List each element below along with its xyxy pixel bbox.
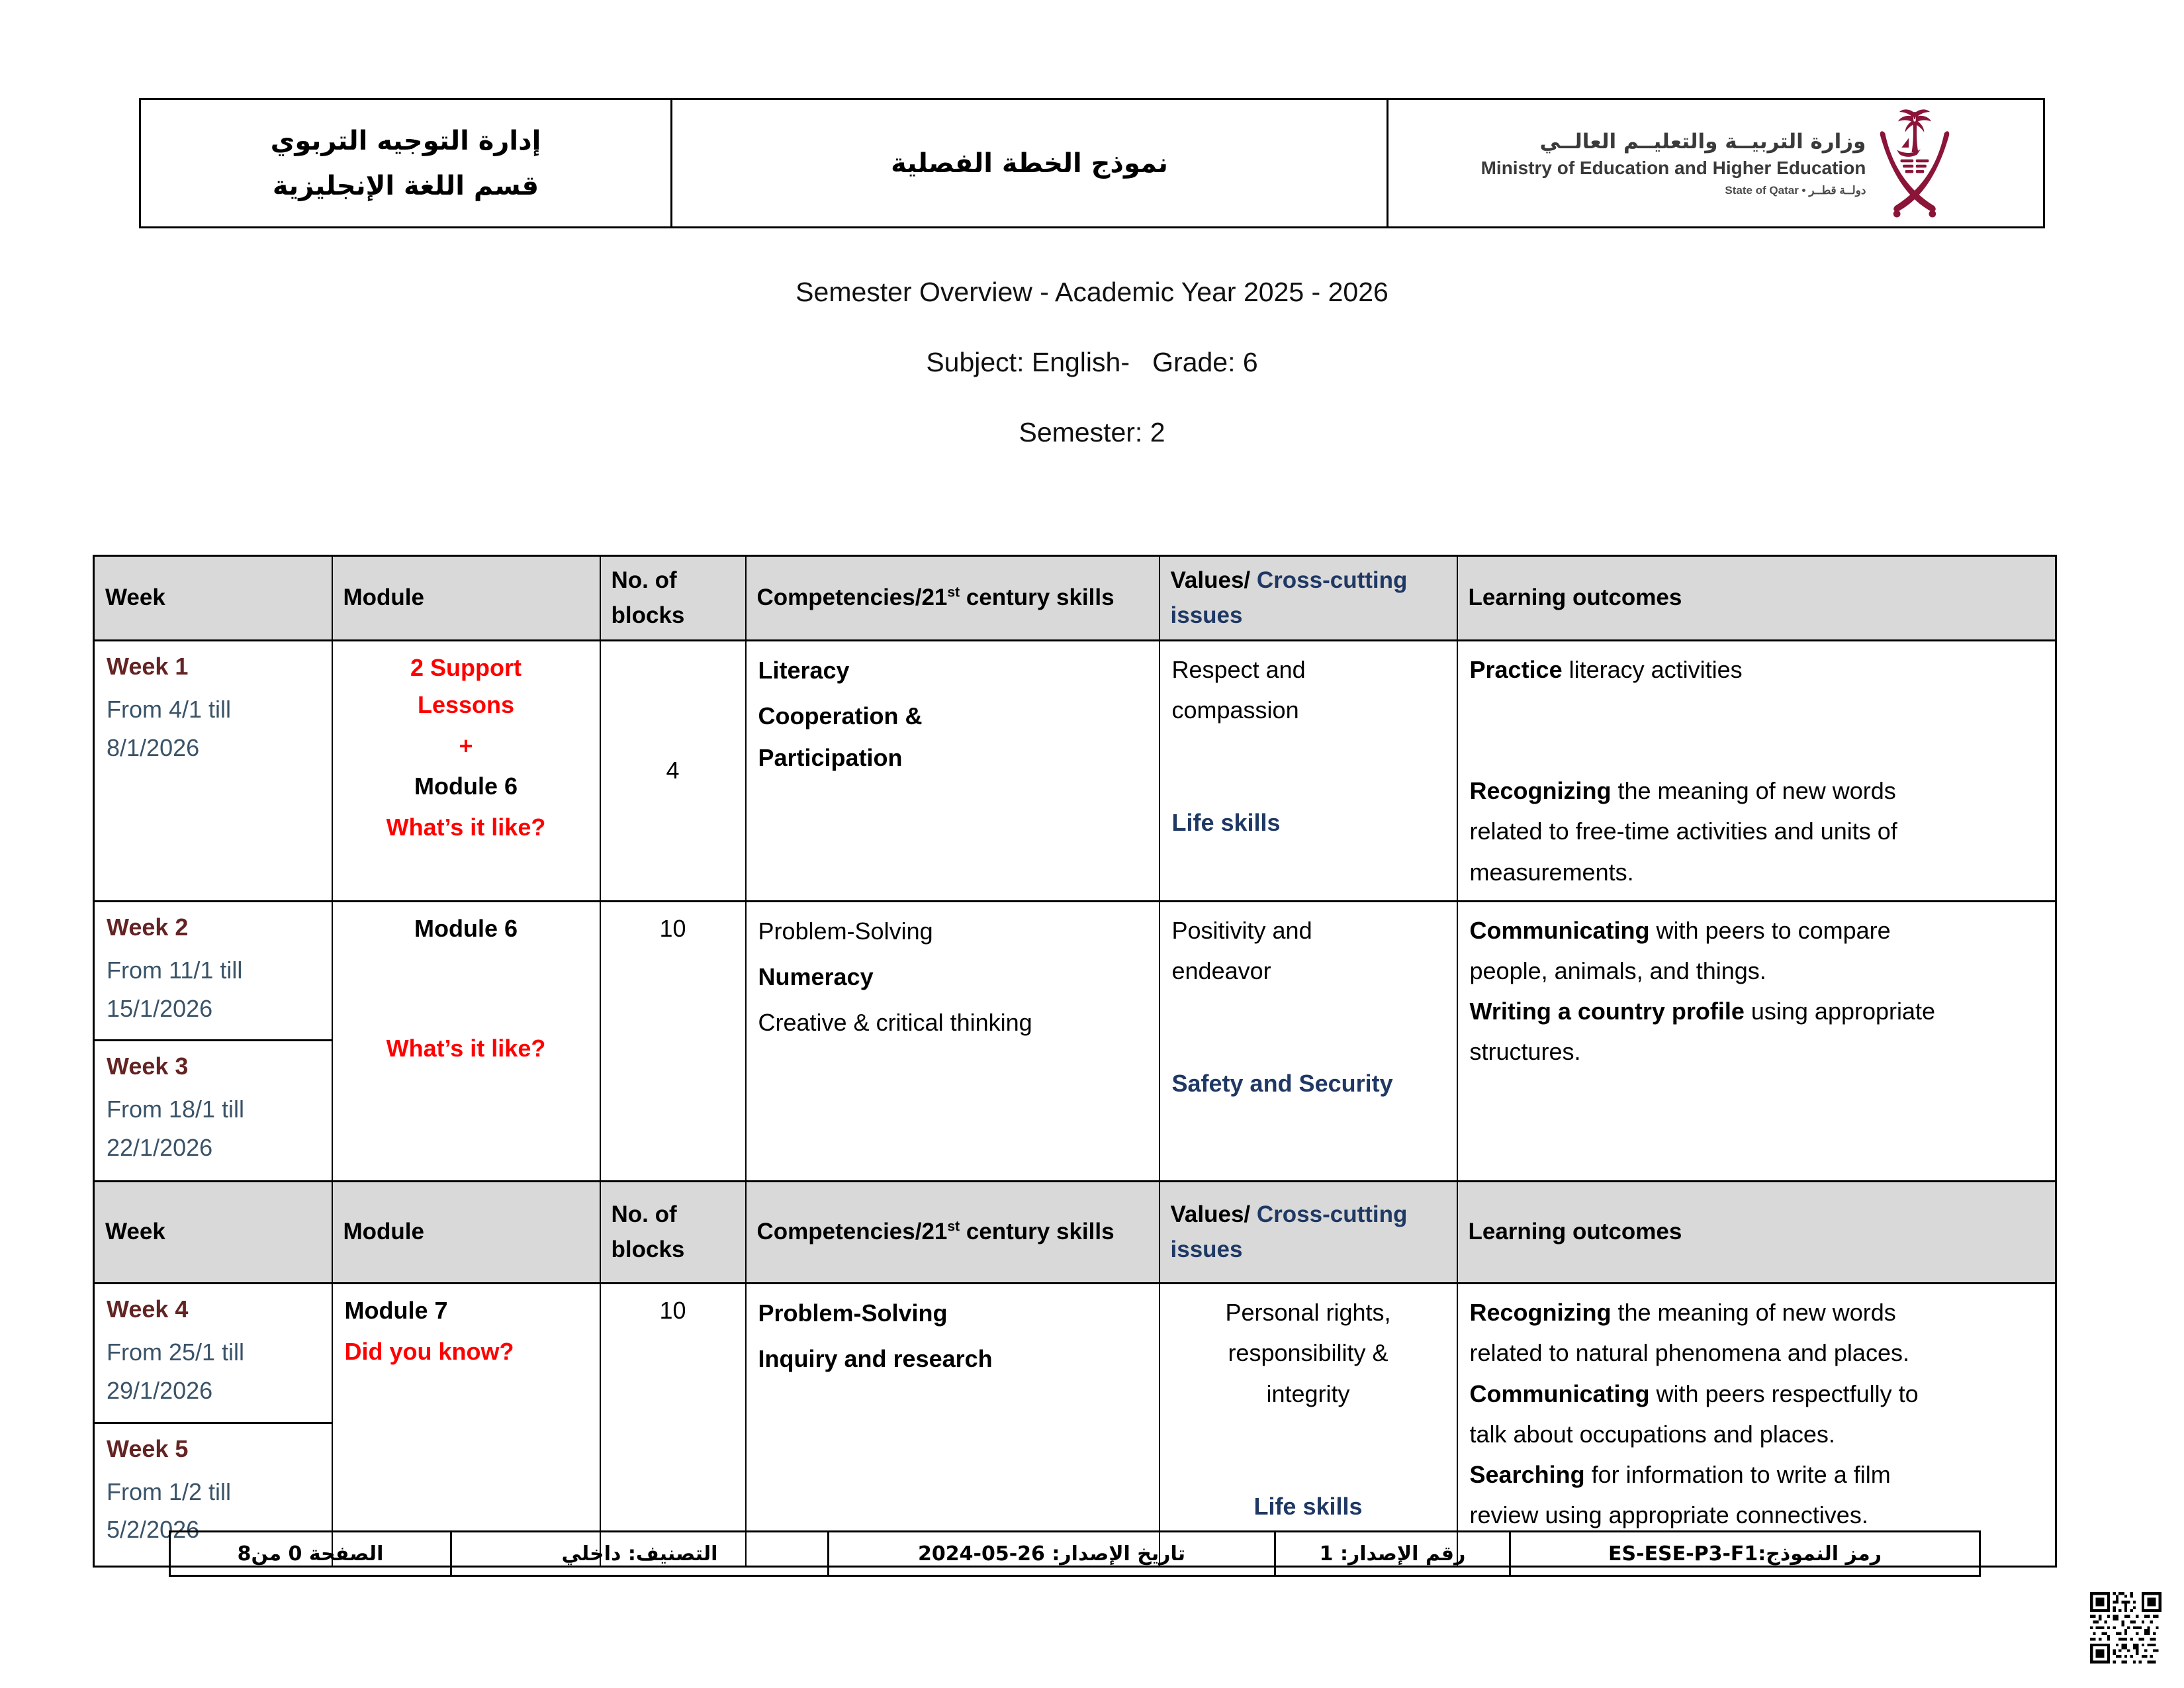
department-line1: إدارة التوجيه التربوي	[270, 125, 541, 156]
week-label: Week 1	[107, 653, 189, 680]
footer-classification: التصنيف: داخلي	[451, 1532, 829, 1576]
table-row-week2	[94, 901, 2056, 1040]
module-cell: 2 Support Lessons + Module 6 What’s it like?	[332, 641, 600, 902]
col-header-module: Module	[332, 1182, 600, 1284]
footer-form-code: رمز النموذج:ES-ESE-P3-F1	[1510, 1532, 1980, 1576]
col-header-module: Module	[332, 556, 600, 641]
competencies-cell: Literacy Cooperation & Participation	[746, 641, 1160, 902]
document-footer-table	[169, 1530, 1981, 1577]
doc-title-line: Semester Overview - Academic Year 2025 - 2026	[796, 277, 1388, 307]
ministry-logo-cell	[1387, 100, 2043, 226]
col-header-competencies: Competencies/21st century skills	[746, 1182, 1160, 1284]
week1-cell	[94, 641, 332, 902]
week-dates: From 25/1 till 29/1/2026	[107, 1338, 245, 1404]
semester-line: Semester: 2	[1019, 417, 1165, 447]
col-header-competencies: Competencies/21st century skills	[746, 556, 1160, 641]
table-row-week4	[94, 1284, 2056, 1423]
col-header-week: Week	[94, 1182, 332, 1284]
week-label: Week 3	[107, 1053, 189, 1080]
col-header-values: Values/ Cross-cutting issues	[1160, 1182, 1457, 1284]
module-cell: Module 6 What’s it like?	[332, 901, 600, 1181]
ministry-name-arabic: وزارة التربيــة والتعليــم العالــي	[1539, 129, 1866, 154]
department-line2: قسم اللغة الإنجليزية	[272, 170, 539, 201]
form-title: نموذج الخطة الفصلية	[891, 148, 1168, 179]
outcomes-cell: Practice literacy activities Recognizing the meaning of new words related to free-time activities and units of measurements.	[1457, 641, 2056, 902]
state-of-qatar-line: State of Qatar • دولــة قطــر	[1725, 183, 1866, 197]
week-dates: From 18/1 till 22/1/2026	[107, 1096, 245, 1161]
qatar-emblem-icon	[1879, 107, 1950, 220]
qr-code	[2090, 1592, 2161, 1664]
week-label: Week 4	[107, 1295, 189, 1323]
table-header-row-repeat	[94, 1182, 2056, 1284]
values-cell: Respect and compassion Life skills	[1160, 641, 1457, 902]
table-row-week1	[94, 641, 2056, 902]
footer-issue-date: تاريخ الإصدار: 26-05-2024	[829, 1532, 1275, 1576]
week-dates: From 1/2 till 5/2/2026	[107, 1477, 232, 1544]
values-cell: Personal rights, responsibility & integrity Life skills	[1160, 1284, 1457, 1566]
ministry-logo-text	[1481, 130, 1866, 197]
competencies-cell: Problem-Solving Numeracy Creative & critical thinking	[746, 901, 1160, 1181]
week-label: Week 5	[107, 1434, 189, 1462]
col-header-outcomes: Learning outcomes	[1457, 556, 2056, 641]
week-dates: From 11/1 till 15/1/2026	[107, 956, 243, 1022]
footer-issue-number: رقم الإصدار: 1	[1275, 1532, 1510, 1576]
footer-page-number: الصفحة 0 من8	[170, 1532, 451, 1576]
outcomes-cell: Recognizing the meaning of new words related to natural phenomena and places. Communicating with peers respectfully to talk about occupations and places. Searching for information to write a film review using appropriate connectives.	[1457, 1284, 2056, 1566]
blocks-cell: 10	[600, 1284, 746, 1566]
week-label: Week 2	[107, 913, 189, 941]
subject-grade-line: Subject: English- Grade: 6	[926, 347, 1258, 377]
week4-cell	[94, 1284, 332, 1423]
values-cell: Positivity and endeavor Safety and Security	[1160, 901, 1457, 1181]
ministry-name-english: Ministry of Education and Higher Education	[1480, 157, 1866, 178]
week3-cell	[94, 1041, 332, 1182]
module-cell: Module 7 Did you know?	[332, 1284, 600, 1566]
page-header-table	[139, 98, 2045, 228]
week2-cell	[94, 901, 332, 1040]
col-header-blocks: No. of blocks	[600, 556, 746, 641]
competencies-cell: Problem-Solving Inquiry and research	[746, 1284, 1160, 1566]
blocks-cell: 10	[600, 901, 746, 1181]
week-dates: From 4/1 till 8/1/2026	[107, 696, 232, 761]
blocks-cell: 4	[600, 641, 746, 902]
department-cell	[141, 100, 670, 226]
col-header-blocks: No. of blocks	[600, 1182, 746, 1284]
form-title-cell	[670, 100, 1387, 226]
col-header-values: Values/ Cross-cutting issues	[1160, 556, 1457, 641]
outcomes-cell: Communicating with peers to compare people, animals, and things. Writing a country profile using appropriate structures.	[1457, 901, 2056, 1181]
col-header-outcomes: Learning outcomes	[1457, 1182, 2056, 1284]
semester-plan-table	[93, 555, 2057, 1568]
col-header-week: Week	[94, 556, 332, 641]
table-header-row	[94, 556, 2056, 641]
